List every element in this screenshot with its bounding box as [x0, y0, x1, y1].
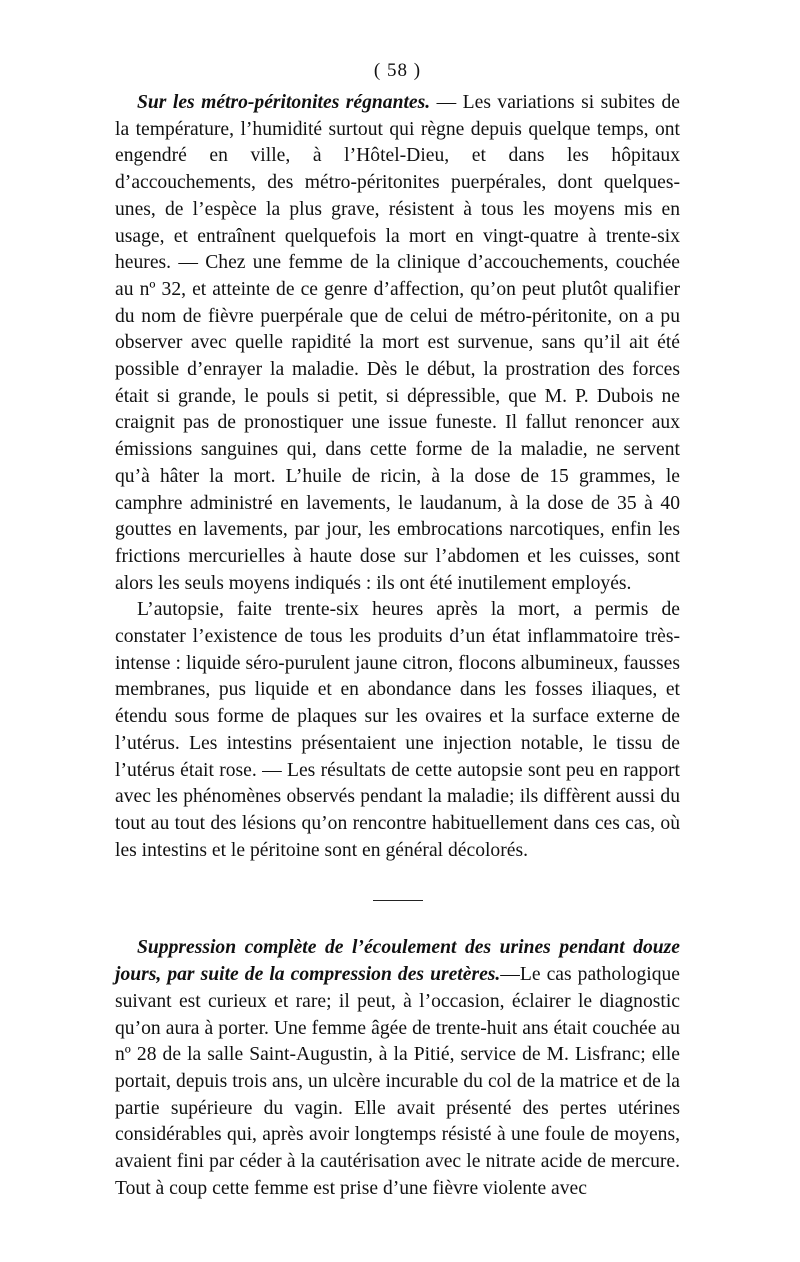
section-1-heading: Sur les métro-péritonites régnantes. [137, 92, 431, 113]
section-divider [373, 900, 423, 901]
page [115, 58, 680, 1202]
section-1-paragraph-2: L’autopsie, faite trente-six heures après la mort, a permis de constater l’existence de tous les produits d’un état inflammatoire très-intense : liquide séro-purulent jaune citron, flocons albumineux, fausses membranes, pus liquide et en abondance dans les fosses iliaques, et étendu sous forme de plaques sur les ovaires et la surface externe de l’utérus. Les intestins présentaient une injection notable, le tissu de l’utérus était rose. — Les résultats de cette autopsie sont peu en rapport avec les phénomènes observés pendant la maladie; ils diffèrent aussi du tout au tout des lésions qu’on rencontre habituellement dans ces cas, où les intestins et le péritoine sont en général décolorés. [115, 599, 680, 861]
section-1-body: — Les variations si subites de la température, l’humidité surtout qui règne depuis quelque temps, ont engendré en ville, à l’Hôtel-Dieu, et dans les hôpitaux d’accouchements, des métro-péritonites puerpérales, dont quelques-unes, de l’espèce la plus grave, résistent à tous les moyens mis en usage, et entraînent quelquefois la mort en vingt-quatre à trente-six heures. — Chez une femme de la clinique d’accouchements, couchée au nº 32, et atteinte de ce genre d’affection, qu’on peut plutôt qualifier du nom de fièvre puerpérale que de celui de métro-péritonite, on a pu observer avec quelle rapidité la mort est survenue, sans qu’il ait été possible d’enrayer la maladie. Dès le début, la prostration des forces était si grande, le pouls si petit, si dépressible, que M. P. Dubois ne craignit pas de pronostiquer une issue funeste. Il fallut renoncer aux émissions sanguines qui, dans cette forme de la maladie, ne servent qu’à hâter la mort. L’huile de ricin, à la dose de 15 grammes, le camphre administré en lavements, le laudanum, à la dose de 35 à 40 gouttes en lavements, par jour, les embrocations narcotiques, enfin les frictions mercurielles à haute dose sur l’abdomen et les cuisses, sont alors les seuls moyens indiqués : ils ont été inutilement employés. [115, 92, 680, 594]
section-2-heading: Suppression complète de l’écoulement des urines pendant douze jours, par suite de la compression des uretères. [115, 937, 680, 986]
section-2-paragraph [115, 935, 680, 1202]
section-2-body: —Le cas pathologique suivant est curieux et rare; il peut, à l’occasion, éclairer le diagnostic qu’on aura à porter. Une femme âgée de trente-huit ans était couchée au nº 28 de la salle Saint-Augustin, à la Pitié, service de M. Lisfranc; elle portait, depuis trois ans, un ulcère incurable du col de la matrice et de la partie supérieure du vagin. Elle avait présenté des pertes utérines considérables qui, après avoir longtemps résisté à une foule de moyens, avaient fini par céder à la cautérisation avec le nitrate acide de mercure. Tout à coup cette femme est prise d’une fièvre violente avec [115, 964, 680, 1199]
section-1-paragraph-1 [115, 90, 680, 597]
page-number: ( 58 ) [373, 60, 422, 81]
